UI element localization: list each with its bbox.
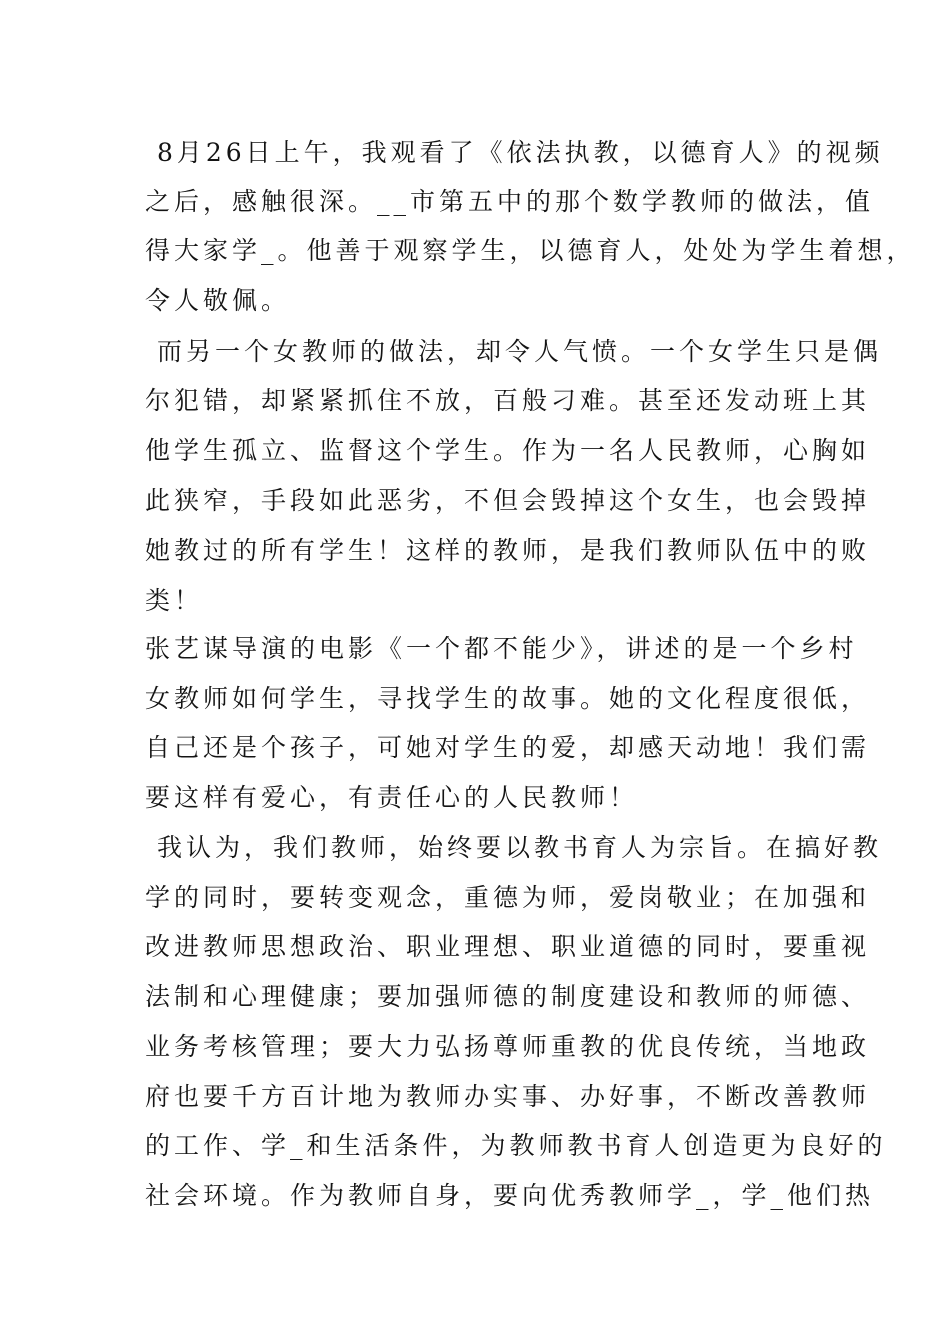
text-line: 而另一个女教师的做法，却令人气愤。一个女学生只是偶 [145,337,882,366]
text-line: 学的同时，要转变观念，重德为师，爱岗敬业；在加强和 [145,883,871,912]
text-line: 的工作、学_和生活条件，为教师教书育人创造更为良好的 [145,1131,887,1160]
text-line: 改进教师思想政治、职业理想、职业道德的同时，要重视 [145,932,871,961]
text-line: 令人敬佩。 [145,286,291,315]
text-line: 8月26日上午，我观看了《依法执教，以德育人》的视频 [145,138,884,167]
text-line: 类！ [145,586,204,615]
text-line: 张艺谋导演的电影《一个都不能少》，讲述的是一个乡村 [145,634,858,663]
text-line: 此狭窄，手段如此恶劣，不但会毁掉这个女生，也会毁掉 [145,486,871,515]
text-line: 他学生孤立、监督这个学生。作为一名人民教师，心胸如 [145,436,871,465]
text-line: 我认为，我们教师，始终要以教书育人为宗旨。在搞好教 [145,833,882,862]
text-line: 她教过的所有学生！这样的教师，是我们教师队伍中的败 [145,536,871,565]
text-line: 自己还是个孩子，可她对学生的爱，却感天动地！我们需 [145,733,871,762]
text-line: 尔犯错，却紧紧抓住不放，百般刁难。甚至还发动班上其 [145,386,871,415]
text-line: 法制和心理健康；要加强师德的制度建设和教师的师德、 [145,982,871,1011]
text-line: 要这样有爱心，有责任心的人民教师！ [145,783,639,812]
text-line: 社会环境。作为教师自身，要向优秀教师学_，学_他们热 [145,1181,875,1210]
text-line: 府也要千方百计地为教师办实事、办好事，不断改善教师 [145,1082,871,1111]
text-line: 之后，感触很深。__市第五中的那个数学教师的做法，值 [145,187,875,216]
text-line: 业务考核管理；要大力弘扬尊师重教的优良传统，当地政 [145,1032,871,1061]
text-line: 女教师如何学生，寻找学生的故事。她的文化程度很低， [145,684,871,713]
text-line: 得大家学_。他善于观察学生，以德育人，处处为学生着想， [145,236,916,265]
